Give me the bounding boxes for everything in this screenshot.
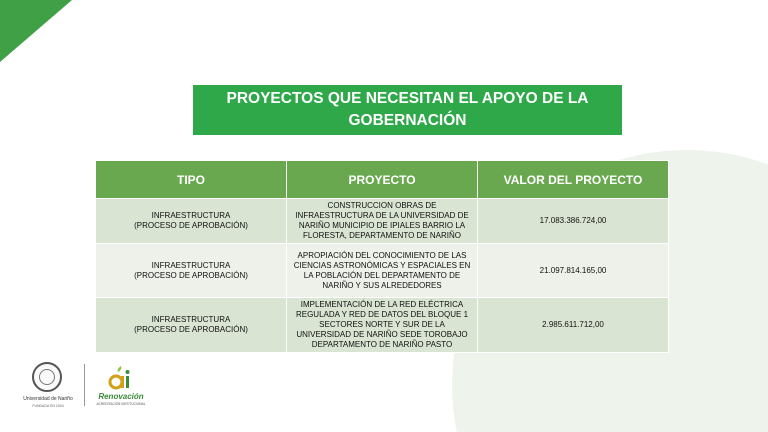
tipo-line1: INFRAESTRUCTURA	[151, 260, 231, 270]
cell-valor: 17.083.386.724,00	[478, 199, 669, 244]
cell-tipo	[96, 298, 287, 353]
cell-proyecto: IMPLEMENTACIÓN DE LA RED ELÉCTRICA REGULADA Y RED DE DATOS DEL BLOQUE 1 SECTORES NORTE Y SUR DE LA UNIVERSIDAD DE NARIÑO SEDE TOROBAJO DEPARTAMENTO DE NARIÑO PASTO	[287, 298, 478, 353]
logo-divider	[84, 364, 85, 406]
renovacion-logo	[92, 364, 150, 408]
seal-icon	[32, 362, 62, 392]
university-name: Universidad de Nariño	[23, 396, 73, 402]
renovacion-subtitle: ACREDITACIÓN INSTITUCIONAL	[96, 402, 146, 406]
cell-tipo	[96, 244, 287, 298]
corner-accent	[0, 0, 72, 62]
cell-tipo	[96, 199, 287, 244]
table-row	[96, 298, 669, 353]
cell-proyecto: APROPIACIÓN DEL CONOCIMIENTO DE LAS CIENCIAS ASTRONÓMICAS Y ESPACIALES EN LA POBLACIÓN DEL DEPARTAMENTO DE NARIÑO Y SUS ALREDEDORES	[287, 244, 478, 298]
renovacion-title: Renovación	[98, 392, 144, 401]
university-founded: FUNDADA EN 1904	[32, 404, 64, 408]
header-tipo: TIPO	[96, 161, 287, 199]
cell-valor: 21.097.814.165,00	[478, 244, 669, 298]
header-proyecto: PROYECTO	[287, 161, 478, 199]
header-valor: VALOR DEL PROYECTO	[478, 161, 669, 199]
tipo-line1: INFRAESTRUCTURA	[151, 315, 231, 324]
tipo-line2: (PROCESO DE APROBACIÓN)	[134, 221, 248, 230]
university-seal-logo	[23, 362, 73, 412]
renovacion-mark-icon	[108, 364, 134, 392]
projects-table	[95, 160, 669, 353]
table-header-row	[96, 161, 669, 199]
page-title: PROYECTOS QUE NECESITAN EL APOYO DE LA GOBERNACIÓN	[193, 85, 622, 135]
table-row	[96, 199, 669, 244]
tipo-line2: (PROCESO DE APROBACIÓN)	[134, 270, 248, 280]
table-row	[96, 244, 669, 298]
tipo-line1: INFRAESTRUCTURA	[151, 211, 231, 220]
cell-proyecto: CONSTRUCCION OBRAS DE INFRAESTRUCTURA DE LA UNIVERSIDAD DE NARIÑO MUNICIPIO DE IPIALES BARRIO LA FLORESTA, DEPARTAMENTO DE NARIÑO	[287, 199, 478, 244]
cell-valor: 2.985.611.712,00	[478, 298, 669, 353]
tipo-line2: (PROCESO DE APROBACIÓN)	[134, 325, 248, 334]
